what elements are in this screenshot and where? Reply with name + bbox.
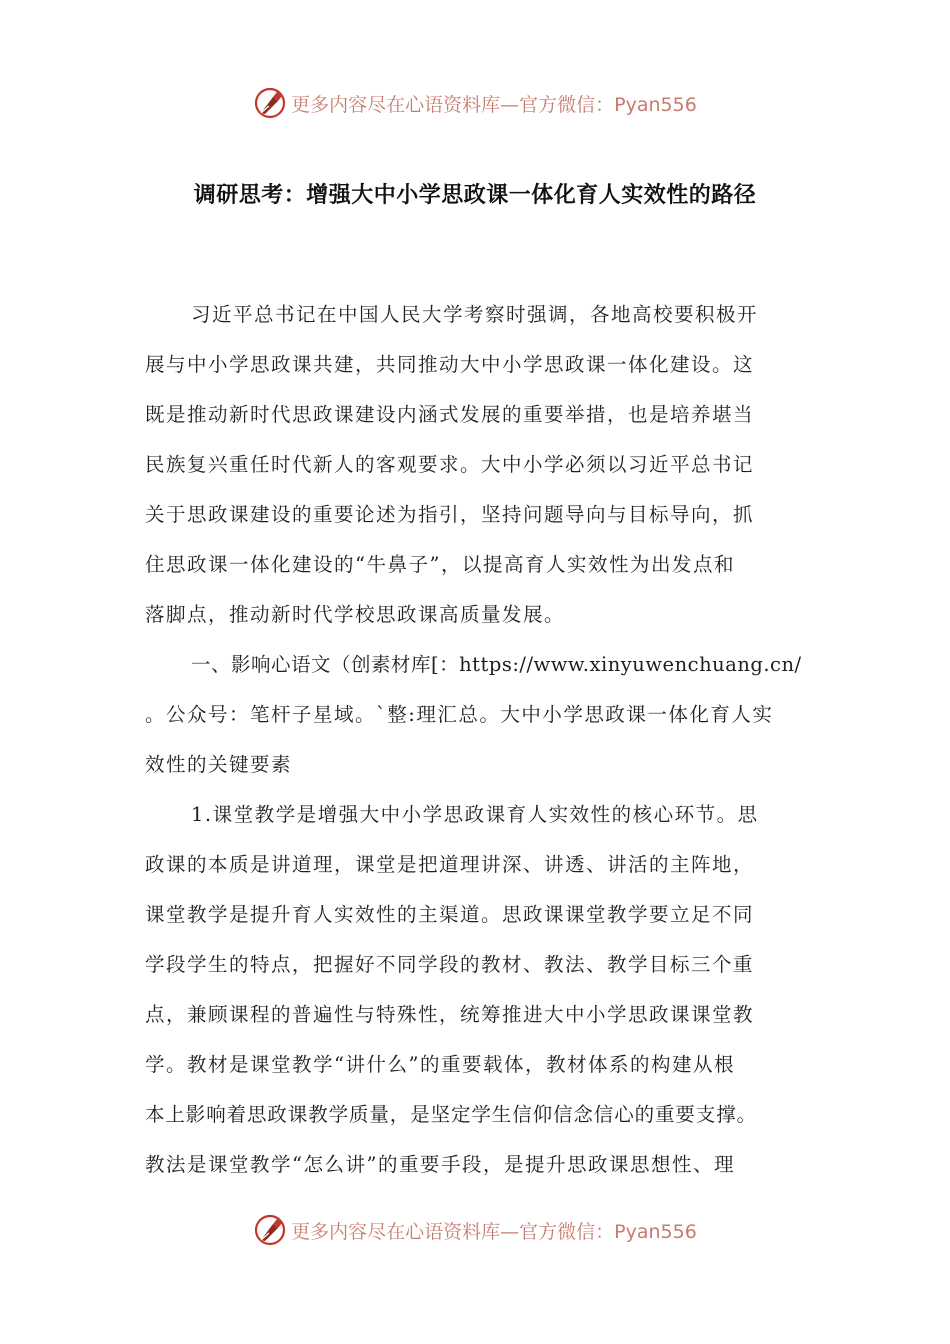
section-heading-line: 一、影响心语文（创素材库[：https://www.xinyuwenchuang.cn/ (191, 653, 802, 676)
section-heading-line: 。公众号：笔杆子星域。`整:理汇总。大中小学思政课一体化育人实 (145, 703, 774, 726)
header-account: Pyan556 (614, 93, 697, 116)
paragraph-line: 点，兼顾课程的普遍性与特殊性，统筹推进大中小学思政课课堂教 (145, 1003, 755, 1026)
footer-banner (0, 1210, 950, 1250)
section-heading-line: 效性的关键要素 (145, 753, 293, 776)
paragraph-line: 习近平总书记在中国人民大学考察时强调，各地高校要积极开 (191, 303, 759, 326)
paragraph-line: 民族复兴重任时代新人的客观要求。大中小学必须以习近平总书记 (145, 453, 755, 476)
pen-nib-logo-icon (253, 86, 287, 120)
paragraph-line: 住思政课一体化建设的“牛鼻子”，以提高育人实效性为出发点和 (145, 553, 735, 576)
footer-account: Pyan556 (614, 1220, 697, 1243)
paragraph-line: 落脚点，推动新时代学校思政课高质量发展。 (145, 603, 566, 626)
header-banner (0, 83, 950, 123)
document-title: 调研思考：增强大中小学思政课一体化育人实效性的路径 (193, 183, 757, 208)
paragraph-line: 展与中小学思政课共建，共同推动大中小学思政课一体化建设。这 (145, 353, 755, 376)
paragraph-line: 学。教材是课堂教学“讲什么”的重要载体，教材体系的构建从根 (145, 1053, 735, 1076)
paragraph-line: 政课的本质是讲道理，课堂是把道理讲深、讲透、讲活的主阵地， (145, 853, 755, 876)
paragraph-line: 既是推动新时代思政课建设内涵式发展的重要举措，也是培养堪当 (145, 403, 755, 426)
paragraph-line: 课堂教学是提升育人实效性的主渠道。思政课课堂教学要立足不同 (145, 903, 755, 926)
paragraph-line: 1.课堂教学是增强大中小学思政课育人实效性的核心环节。思 (191, 803, 759, 826)
paragraph-line: 学段学生的特点，把握好不同学段的教材、教法、教学目标三个重 (145, 953, 755, 976)
pen-nib-logo-icon (253, 1213, 287, 1247)
header-text: 更多内容尽在心语资料库—官方微信：Pyan556 (291, 93, 697, 116)
document-body (145, 290, 815, 1190)
paragraph-line: 本上影响着思政课教学质量，是坚定学生信仰信念信心的重要支撑。 (145, 1103, 758, 1126)
footer-text: 更多内容尽在心语资料库—官方微信：Pyan556 (291, 1220, 697, 1243)
paragraph-line: 教法是课堂教学“怎么讲”的重要手段，是提升思政课思想性、理 (145, 1153, 735, 1176)
paragraph-line: 关于思政课建设的重要论述为指引，坚持问题导向与目标导向，抓 (145, 503, 755, 526)
